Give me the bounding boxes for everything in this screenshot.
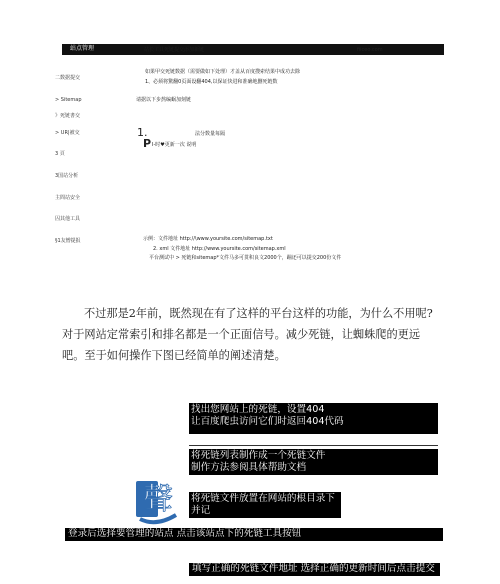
sidebar-item-5[interactable]: 3国站分析 (55, 173, 79, 179)
seal-logo-svg (136, 477, 180, 527)
step-5-box (189, 563, 440, 576)
header-title: 站长工具死链提交添加新链 (144, 47, 205, 53)
top-bar (62, 44, 444, 55)
step-4-box (65, 528, 443, 541)
step-4-text: 登录后选择要管理的站点 点击该站点下的死链工具按钮 (68, 528, 302, 539)
step-1-box (189, 403, 438, 434)
sidebar-item-0[interactable]: 二数据提交 (55, 75, 81, 81)
note-line-3: 请据以下步熬编蜗加刻链 (136, 97, 192, 103)
step-1-line-2: 让百度爬虫访问它们时返回404代码 (191, 416, 344, 427)
step-2-box (189, 449, 438, 475)
example-xml: 2. xml 文件地址 http://www.yoursite.com/sitemap.xml (153, 246, 286, 252)
sidebar-item-7[interactable]: 囚其他工具 (55, 216, 81, 222)
sidebar-item-4[interactable]: 3 頁 (55, 151, 65, 157)
sidebar-item-2[interactable]: 》死链書交 (55, 113, 81, 119)
seal-logo-icon (136, 477, 180, 527)
step-number: 1. (137, 126, 148, 139)
seal-logo-glyph: 聲 (143, 482, 173, 517)
example-txt: 示例：文件地址 http://\www.yoursite.com/sitemap.txt (143, 236, 273, 242)
step-2-line-1: 将死链列表制作成一个死链文件 (191, 450, 326, 461)
site-manage-label: 站点管理 (70, 45, 95, 52)
step-1-line-1: 找出您网站上的死链，设置404 (191, 404, 325, 415)
header-right: fiiceo.com (357, 47, 383, 53)
step-3-box (189, 492, 341, 518)
sidebar-item-1[interactable]: > Sitemap (55, 97, 82, 103)
sidebar-item-8[interactable]: §1友憎提报 (55, 238, 81, 244)
note-line-2: 1、必须将驚翻0页面设翻404,以保证快进和准确地删死链数 (145, 79, 278, 85)
sidebar-item-3[interactable]: > UR|被交 (55, 130, 80, 136)
note-line-1: 如果甲交死链数据（需要做如下处理）才盖从百度搜索结果中成功去除 (145, 69, 301, 75)
sidebar-item-6[interactable]: 主問站安全 (55, 195, 81, 201)
testing-note: 平台测试中 > 死链和sitemap*文件马多可贯积良文2000个，蹦还可以提交200份文件 (149, 255, 342, 261)
field-label: 法分数量每隔 (195, 131, 226, 137)
divider-1 (189, 445, 438, 446)
step-5-text: 填写正确的死链文件地址 选择正确的更新时间后点击提交 (192, 563, 435, 574)
step-3-line-1: 将死链文件放置在网站的根目录下 (191, 493, 335, 504)
dropdown-letter: P (143, 137, 152, 150)
body-paragraph: 不过那是2年前，既然现在有了这样的平台这样的功能，为什么不用呢?对于网站定常索引和排名都是一个正面信号。减少死链，让蜘蛛爬的更远吧。至于如何操作下图已经简单的阐述清楚。 (62, 307, 433, 362)
step-2-line-2: 制作方法参阅具体帮助文档 (191, 462, 307, 473)
update-frequency-select[interactable]: I-时♥更新一次 说明 (152, 142, 197, 148)
step-3-line-2: 并记 (191, 505, 211, 516)
